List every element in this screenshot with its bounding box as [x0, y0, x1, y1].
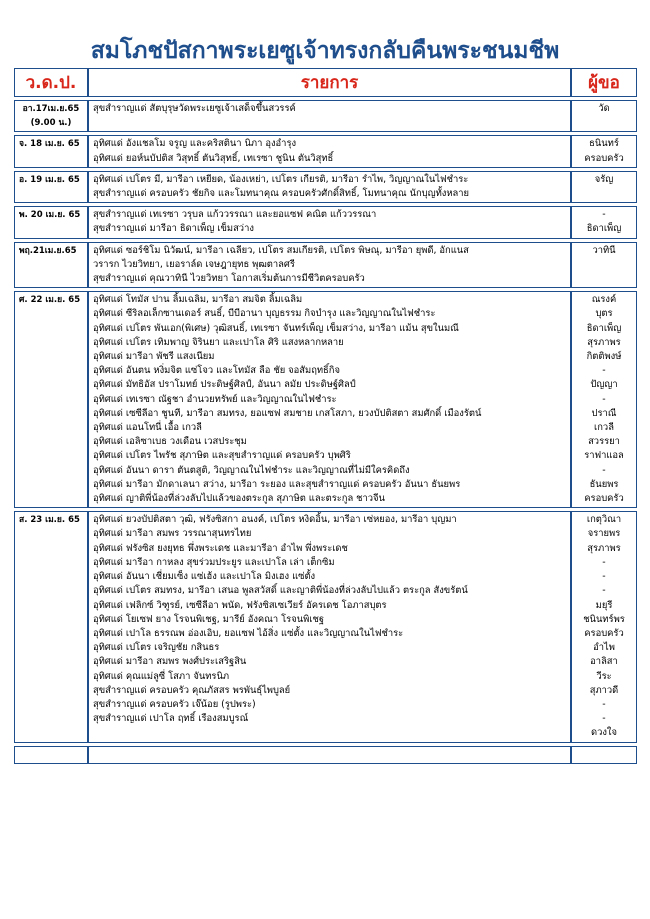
requester-cell-line: สวรรยา	[588, 436, 620, 448]
requester-cell-line: ดวงใจ	[590, 727, 617, 739]
date-cell	[14, 291, 88, 508]
items-cell-line: อุทิศแด่ อังแชลโม จรูญ และคริสตินา นิภา อุงอำรุง	[93, 138, 297, 150]
items-cell	[88, 171, 571, 203]
date-cell	[14, 100, 88, 132]
date-cell	[14, 242, 88, 289]
items-cell-line: อุทิศแด่ มารีอา กาหลง สุขร่วมประยูร และเปาโล เล่า เต็กซิม	[93, 556, 335, 568]
date-cell-line: อา.17เม.ย.65	[22, 104, 80, 114]
empty-row	[14, 746, 637, 764]
date-cell-line: พฤ.21เม.ย.65	[19, 245, 77, 256]
items-cell-line: อุทิศแด่ เซซีลีอา ชูนที, มารีอา สมทรง, ยอแซฟ สมชาย เกสโสภา, ยวงบัปติสตา สมศักดิ์ เมืองรัตน์	[93, 407, 482, 419]
table-row	[14, 171, 637, 203]
items-cell	[88, 100, 571, 132]
date-cell	[14, 206, 88, 238]
requester-cell-line: ธันยพร	[589, 478, 619, 490]
items-cell-line: อุทิศแด่ อันนา ดารา ตันตสูติ, วิญญาณในไฟชำระ และวิญญาณที่ไม่มีใครคิดถึง	[93, 464, 410, 476]
items-cell-line: อุทิศแด่ ญาติพี่น้องที่ล่วงลับไปแล้วของตระกูล สุภาษิต และตระกูล ชาวจีน	[93, 493, 385, 505]
requester-cell-line: สุรภาพร	[587, 336, 621, 348]
table-row	[14, 291, 637, 508]
items-cell	[88, 206, 571, 238]
date-cell	[14, 511, 88, 742]
header-row	[14, 68, 637, 97]
requester-cell-line: ปัญญา	[590, 379, 618, 391]
items-cell-line: อุทิศแด่ ฟรังซิส ยงยุทธ พึ่งพระเดช และมารีอา อำไพ พึ่งพระเดช	[93, 542, 348, 554]
requester-cell	[571, 206, 637, 238]
items-cell	[88, 291, 571, 508]
items-cell-line: สุขสำราญแด่ ครอบครัว ชัยกิจ และโมทนาคุณ ครอบครัวศักดิ์สิทธิ์, โมทนาคุณ นักบุญทั้งหลาย	[93, 188, 470, 200]
items-cell-line: สุขสำราญแด่ คุณวาทินี ไวยวิทยา โอกาสเริ่มต้นการมีชีวิตครอบครัว	[93, 273, 365, 285]
requester-cell-line: บุตร	[595, 308, 613, 320]
items-cell-line: อุทิศแด่ เปาโล ธรรณพ อ่องเอิบ, ยอแซฟ ไอ้สิ่ง แซ่ตั้ง และวิญญาณในไฟชำระ	[93, 627, 404, 639]
items-cell-line: อุทิศแด่ มารีอา มักดาเลนา สว่าง, มารีอา ระยอง และสุขสำราญแด่ ครอบครัว อันนา ธันยพร	[93, 478, 461, 490]
table-row	[14, 135, 637, 167]
requester-cell-line: -	[602, 464, 606, 476]
requester-cell	[571, 511, 637, 742]
requester-cell-line: ราฟาแอล	[584, 450, 624, 462]
requester-cell-line: -	[602, 585, 606, 597]
items-cell-line: อุทิศแด่ เฟลิกซ์ วิฑูรย์, เซซีลีอา พนัด, ฟรังซิสเซเวียร์ อัครเดช โอภาสบุตร	[93, 599, 387, 611]
requester-cell	[571, 135, 637, 167]
schedule-table	[14, 65, 637, 767]
requester-cell-line: -	[602, 713, 606, 725]
items-cell-line: อุทิศแด่ แอนโทนี่ เอื้อ เกวลี	[93, 422, 202, 434]
items-cell-line: อุทิศแด่ คุณแม่ลูซี่ โสภา จันทรนิภ	[93, 670, 230, 682]
requester-cell-line: กิตติพงษ์	[586, 351, 622, 363]
items-cell-line: อุทิศแด่ เปโตร ไพรัช สุภาษิต และสุขสำราญแด่ ครอบครัว บุพศิริ	[93, 450, 351, 462]
requester-cell-line: อาลิสา	[590, 656, 618, 668]
table-row	[14, 511, 637, 742]
date-cell	[14, 135, 88, 167]
items-cell-line: อุทิศแด่ มารีอา สมพร พงศ์ประเสริฐสิน	[93, 656, 247, 668]
requester-cell-line: สุภาวดี	[589, 684, 619, 696]
items-cell-line: อุทิศแด่ มัทธิอัส ปราโมทย์ ประดิษฐ์ศิลป์, อันนา ลมัย ประดิษฐ์ศิลป์	[93, 379, 356, 391]
items-cell-line: อุทิศแด่ โทมัส ปาน ลิ้มเฉลิม, มารีอา สมจิต ลิ้มเฉลิม	[93, 294, 303, 306]
items-cell	[88, 135, 571, 167]
items-cell-line: อุทิศแด่ มารีอา พัชรี แสงเนียม	[93, 351, 215, 363]
items-cell-line: อุทิศแด่ เปโตร เทิมพาญ จิรินยา และเปาโล ศิริ แสงหลากหลาย	[93, 336, 344, 348]
requester-cell-line: ปราณี	[591, 407, 617, 419]
requester-cell-line: อำไพ	[593, 642, 615, 654]
requester-cell	[571, 100, 637, 132]
requester-cell-line: -	[602, 556, 606, 568]
requester-cell-line: ณรงค์	[591, 294, 617, 306]
header-date: ว.ด.ป.	[14, 68, 88, 97]
header-items: รายการ	[88, 68, 571, 97]
date-cell	[14, 171, 88, 203]
header-requester: ผู้ขอ	[571, 68, 637, 97]
date-cell-line: อ. 19 เม.ย. 65	[19, 174, 80, 185]
requester-cell-line: ธิดาเพ็ญ	[586, 223, 622, 235]
items-cell-line: สุขสำราญแด่ ครอบครัว เจ๊น้อย (รูปพระ)	[93, 698, 256, 710]
items-cell-line: อุทิศแด่ มารีอา สมพร วรรณาสุนทรไทย	[93, 528, 252, 540]
items-cell-line: วรารก ไวยวิทยา, เยอราล์ด เจษฎายุทธ พุฒตาลศรี	[93, 258, 295, 270]
requester-cell-line	[576, 258, 632, 272]
items-cell-line: อุทิศแด่ เปโตร เจริญชัย กสินธร	[93, 642, 220, 654]
requester-cell-line: วาทินี	[592, 244, 616, 256]
table-row	[14, 206, 637, 238]
requester-cell-line: -	[602, 393, 606, 405]
items-cell-line: สุขสำราญแด่ ครอบครัว คุณภัสสร พรพันธุ์ไพบูลย์	[93, 684, 291, 696]
date-cell-line: ส. 23 เม.ย. 65	[19, 515, 80, 526]
requester-cell-line: -	[602, 365, 606, 377]
date-cell-line: พ. 20 เม.ย. 65	[19, 210, 81, 221]
items-cell-line: อุทิศแด่ ซีริลอเล็กซานเดอร์ สนธิ์, บีบีอานา บุญธรรม กิจบำรุง และวิญญาณในไฟชำระ	[93, 308, 436, 320]
requester-cell-line	[576, 272, 632, 286]
requester-cell	[571, 291, 637, 508]
date-cell-line: (9.00 น.)	[30, 118, 72, 129]
items-cell-line: อุทิศแด่ อันนา เชี่ยมเซ็ง แซ่เฮ้ง และเปาโล มิงเฮง แซ่ตั้ง	[93, 571, 316, 583]
requester-cell-line: ครอบครัว	[584, 493, 624, 505]
requester-cell-line: ธนินทร์	[589, 138, 619, 150]
items-cell-line: อุทิศแด่ อันตน หงิ่มจิต แซ่โจว และโทมัส ลือ ชัย จอสัมฤทธิ์กิจ	[93, 365, 340, 377]
requester-cell-line: -	[602, 571, 606, 583]
items-cell-line: สุขสำราญแด่ เปาโล ฤทธิ์ เรืองสมบูรณ์	[93, 713, 249, 725]
requester-cell-line: ครอบครัว	[584, 152, 624, 164]
items-cell-line: อุทิศแด่ ยวงบัปติสตา วุฒิ, ฟรังซิสกา อนงค์, เปโตร หงิดอิ้น, มารีอา เซ่หยอง, มารีอา บุญมา	[93, 514, 457, 526]
requester-cell-line: ธิดาเพ็ญ	[586, 322, 622, 334]
items-cell-line: อุทิศแด่ ซอร์ชิโม นิวัฒน์, มารีอา เฉลียว, เปโตร สมเกียรติ, เปโตร พิษณุ, มารีอา ยุพดี, อักแนส	[93, 244, 469, 256]
requester-cell-line: เกวลี	[594, 422, 614, 434]
requester-cell-line: มยุรี	[595, 599, 613, 611]
requester-cell-line	[576, 187, 632, 201]
requester-cell-line: จรัญ	[594, 173, 614, 185]
requester-cell-line: -	[602, 698, 606, 710]
items-cell-line: อุทิศแด่ เปโตร พันเอก(พิเศษ) วุฒิสนธิ์, เทเรซา จันทร์เพ็ญ เข็มสว่าง, มารีอา แม้น สุขในมณี	[93, 322, 459, 334]
items-cell-line: อุทิศแด่ เทเรซา ณัฐชา อำนวยทรัพย์ และวิญญาณในไฟชำระ	[93, 393, 337, 405]
date-cell-line: จ. 18 เม.ย. 65	[19, 139, 80, 150]
items-cell-line: อุทิศแด่ โยเซฟ ยาง โรจนพิเชฐ, มารีย์ อังคณา โรจนพิเชฐ	[93, 613, 325, 625]
items-cell-line: สุขสำราญแด่ เทเรซา วรุบล แก้ววรรณา และยอแซฟ คณิต แก้ววรรณา	[93, 209, 377, 221]
requester-cell-line: วัด	[598, 103, 610, 114]
items-cell-line: อุทิศแด่ ยอห์นบัปติส วิสุทธิ์ ตันวิสุทธิ์, เทเรซา ชูนิน ตันวิสุทธิ์	[93, 152, 334, 164]
items-cell	[88, 511, 571, 742]
items-cell-line: อุทิศแด่ เปโตร มี, มารีอา เหยียด, น้องเหย่า, เปโตร เกียรติ, มารีอา รำไพ, วิญญาณในไฟชำระ	[93, 173, 469, 185]
requester-cell-line: สุรภาพร	[587, 542, 621, 554]
requester-cell	[571, 171, 637, 203]
items-cell-line: อุทิศแด่ เอลิซาเบธ วงเดือน เวสประชุม	[93, 436, 247, 448]
date-cell-line: ศ. 22 เม.ย. 65	[19, 295, 81, 306]
items-cell	[88, 242, 571, 289]
items-cell-line: อุทิศแด่ เปโตร สมทรง, มารีอา เสนอ พูลสวัสดิ์ และญาติพี่น้องที่ล่วงลับไปแล้ว ตระกูล สังขรัตน์	[93, 585, 468, 597]
requester-cell-line: ครอบครัว	[584, 627, 624, 639]
requester-cell-line: ชนินทร์พร	[583, 613, 625, 625]
requester-cell-line: -	[602, 209, 606, 221]
requester-cell-line: วีระ	[596, 670, 612, 682]
table-row	[14, 242, 637, 289]
requester-cell-line: เกตุวิณา	[586, 514, 622, 526]
requester-cell-line: จรายพร	[587, 528, 621, 540]
items-cell-line: สุขสำราญแด่ มารีอา ธิดาเพ็ญ เข็มสว่าง	[93, 223, 254, 235]
page-title: สมโภชปัสกาพระเยซูเจ้าทรงกลับคืนพระชนมชีพ	[90, 38, 560, 64]
items-cell-line: สุขสำราญแด่ สัตบุรุษวัดพระเยซูเจ้าเสด็จขึ้นสวรรค์	[93, 103, 296, 114]
requester-cell	[571, 242, 637, 289]
table-row	[14, 100, 637, 132]
